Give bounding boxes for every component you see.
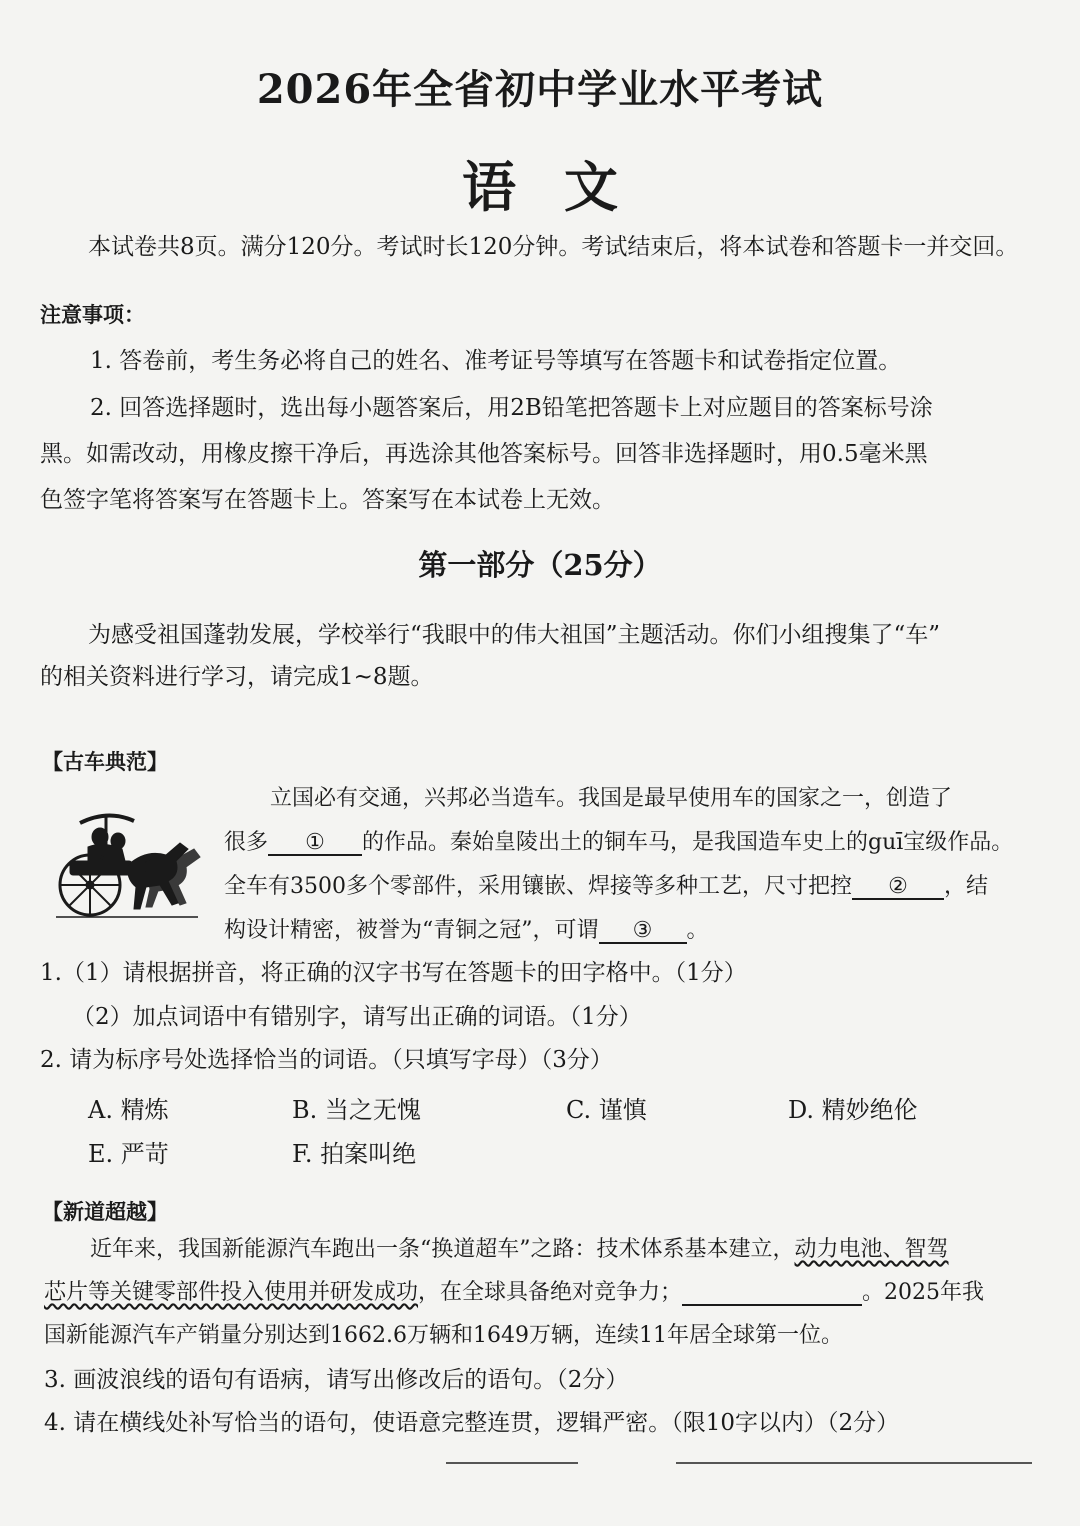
- section-a-line-3: [224, 874, 988, 900]
- section-b-wavy-1: 动力电池、智驾: [794, 1237, 949, 1262]
- section-b-line-3: 国新能源汽车产销量分别达到1662.6万辆和1649万辆，连续11年居全球第一位。: [44, 1323, 843, 1348]
- exam-intro: 本试卷共8页。满分120分。考试时长120分钟。考试结束后，将本试卷和答题卡一并交回。: [88, 234, 1019, 260]
- option-b: B. 当之无愧: [292, 1096, 421, 1124]
- chariot-illustration: [48, 805, 208, 930]
- notice-item-1: 1. 答卷前，考生务必将自己的姓名、准考证号等填写在答题卡和试卷指定位置。: [90, 348, 902, 374]
- blank-3[interactable]: ③: [599, 920, 687, 944]
- section-tag-ancient-cars: 【古车典范】: [42, 749, 168, 774]
- section-b-line-1: [90, 1237, 949, 1263]
- section-tag-new-road: 【新道超越】: [42, 1199, 168, 1224]
- section-a-line-3-post: ，结: [944, 874, 989, 899]
- section-b-wavy-2: 芯片等关键零部件投入使用并研发成功: [44, 1280, 419, 1305]
- part-heading: 第一部分（25分）: [418, 548, 662, 582]
- section-a-line-2-pre: 很多: [224, 830, 269, 855]
- option-d: D. 精妙绝伦: [788, 1096, 918, 1124]
- question-2: 2. 请为标序号处选择恰当的词语。（只填写字母）（3分）: [40, 1047, 613, 1073]
- option-c: C. 谨慎: [566, 1096, 647, 1124]
- section-a-line-2: [224, 830, 1013, 856]
- option-f: F. 拍案叫绝: [292, 1140, 417, 1168]
- blank-1[interactable]: ①: [268, 832, 362, 856]
- footer-line-right: [676, 1462, 1032, 1464]
- section-a-line-4: [224, 918, 709, 944]
- section-a-line-3-pre: 全车有3500多个零部件，采用镶嵌、焊接等多种工艺，尺寸把控: [224, 874, 852, 899]
- footer-line-left: [446, 1462, 578, 1464]
- blank-4[interactable]: [682, 1282, 862, 1306]
- option-a: A. 精炼: [88, 1096, 169, 1124]
- section-a-line-2-post: 的作品。秦始皇陵出土的铜车马，是我国造车史上的guī宝级作品。: [362, 830, 1014, 855]
- question-1-part-2: （2）加点词语中有错别字，请写出正确的词语。（1分）: [72, 1004, 642, 1030]
- blank-2[interactable]: ②: [852, 876, 944, 900]
- section-a-line-4-post: 。: [686, 918, 709, 943]
- section-b-line-2-tail: 。2025年我: [862, 1280, 985, 1305]
- part-lead-line-2: 的相关资料进行学习，请完成1~8题。: [40, 664, 434, 690]
- exam-title: 2026年全省初中学业水平考试: [256, 66, 824, 113]
- subject-title: 语文: [462, 155, 666, 219]
- section-b-line-2-post: ，在全球具备绝对竞争力；: [418, 1280, 683, 1305]
- notice-item-2-line-3: 色签字笔将答案写在答题卡上。答案写在本试卷上无效。: [40, 487, 615, 513]
- section-b-line-1-pre: 近年来，我国新能源汽车跑出一条“换道超车”之路：技术体系基本建立，: [90, 1237, 795, 1262]
- question-3: 3. 画波浪线的语句有语病，请写出修改后的语句。（2分）: [44, 1367, 629, 1393]
- part-lead-line-1: 为感受祖国蓬勃发展，学校举行“我眼中的伟大祖国”主题活动。你们小组搜集了“车”: [88, 622, 941, 648]
- section-a-line-4-pre: 构设计精密，被誉为“青铜之冠”，可谓: [224, 918, 599, 943]
- question-1-part-1: 1.（1）请根据拼音，将正确的汉字书写在答题卡的田字格中。（1分）: [40, 960, 747, 986]
- notice-item-2-line-2: 黑。如需改动，用橡皮擦干净后，再选涂其他答案标号。回答非选择题时，用0.5毫米黑: [40, 441, 928, 467]
- notice-item-2-line-1: 2. 回答选择题时，选出每小题答案后，用2B铅笔把答题卡上对应题目的答案标号涂: [90, 395, 933, 421]
- section-b-line-2: [44, 1280, 984, 1306]
- notice-heading: 注意事项：: [40, 302, 145, 327]
- question-4: 4. 请在横线处补写恰当的语句，使语意完整连贯，逻辑严密。（限10字以内）（2分）: [44, 1410, 900, 1436]
- option-e: E. 严苛: [88, 1140, 169, 1168]
- section-a-line-1: 立国必有交通，兴邦必当造车。我国是最早使用车的国家之一，创造了: [270, 786, 953, 811]
